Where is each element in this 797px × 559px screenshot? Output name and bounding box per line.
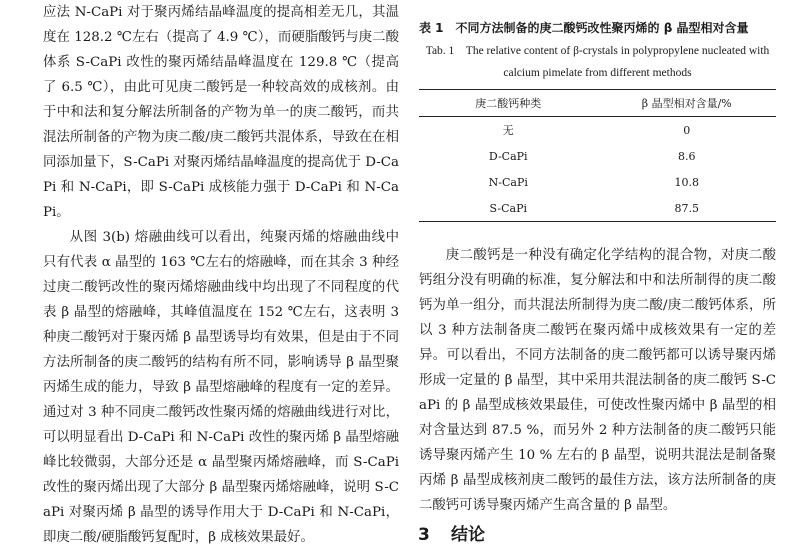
- data-table: [419, 89, 776, 222]
- body-paragraph: 从图 3(b) 熔融曲线可以看出，纯聚丙烯的熔融曲线中只有代表 α 晶型的 163 ℃左右的熔融峰，而在其余 3 种经过庚二酸钙改性的聚丙烯熔融曲线中均出现了不同程度的代表 β 晶型的熔融峰，其峰值温度在 152 ℃左右，这表明 3 种庚二酸钙对于聚丙烯 β 晶型诱导均有效果，但是由于不同方法所制备的庚二酸钙的结构有所不同，影响诱导 β 晶型聚丙烯生成的能力，导致 β 晶型熔融峰的程度有一定的差异。通过对 3 种不同庚二酸钙改性聚丙烯的熔融曲线进行对比，可以明显看出 D-CaPi 和 N-CaPi 改性的聚丙烯 β 晶型熔融峰比较微弱，大部分还是 α 晶型聚丙烯熔融峰，而 S-CaPi 改性的聚丙烯出现了大部分 β 晶型聚丙烯熔融峰，说明 S-CaPi 对聚丙烯 β 晶型的诱导作用大于 D-CaPi 和 N-CaPi，即庚二酸/硬脂酸钙复配时，β 成核效果最好。: [43, 230, 399, 545]
- column-header: β 晶型相对含量/%: [598, 90, 777, 117]
- table-cell: S-CaPi: [419, 195, 598, 222]
- body-paragraph: 应法 N-CaPi 对于聚丙烯结晶峰温度的提高相差无几，其温度在 128.2 ℃左右（提高了 4.9 ℃），而硬脂酸钙与庚二酸体系 S-CaPi 改性的聚丙烯结晶峰温度在 129.8 ℃（提高了 6.5 ℃），由此可见庚二酸钙是一种较高效的成核剂。由于中和法和复分解法所制备的产物为单一的庚二酸钙，而共混法所制备的产物为庚二酸/庚二酸钙共混体系，导致在在相同添加量下，S-CaPi 对聚丙烯结晶峰温度的提高优于 D-CaPi 和 N-CaPi，即 S-CaPi 成核能力强于 D-CaPi 和 N-CaPi。: [43, 5, 399, 220]
- section-number: 3: [418, 525, 430, 545]
- table-row: [419, 143, 776, 169]
- body-paragraph: 庚二酸钙是一种没有确定化学结构的混合物，对庚二酸钙组分没有明确的标准，复分解法和中和法所制得的庚二酸钙为单一组分，而共混法所制得为庚二酸/庚二酸钙体系，所以 3 种方法制备庚二酸钙在聚丙烯中成核效果有一定的差异。可以看出，不同方法制备的庚二酸钙都可以诱导聚丙烯形成一定量的 β 晶型，其中采用共混法制备的庚二酸钙 S-CaPi 的 β 晶型成核效果最佳，可使改性聚丙烯中 β 晶型的相对含量达到 87.5 %，而另外 2 种方法制备的庚二酸钙只能诱导聚丙烯产生 10 % 左右的 β 晶型，说明共混法是制备聚丙烯 β 晶型成核剂庚二酸钙的最佳方法，该方法所制备的庚二酸钙可诱导聚丙烯产生高含量的 β 晶型。: [419, 248, 776, 513]
- table-cell: N-CaPi: [488, 175, 528, 189]
- table-row: [419, 169, 776, 195]
- column-header: 庚二酸钙种类: [419, 90, 598, 117]
- table-cell: 8.6: [678, 149, 696, 163]
- left-column: [43, 0, 399, 550]
- table-cell: 无: [502, 124, 514, 137]
- table-row: [419, 195, 776, 222]
- table-header-row: [419, 90, 776, 117]
- table-caption-cn: 表 1 不同方法制备的庚二酸钙改性聚丙烯的 β 晶型相对含量: [419, 21, 749, 35]
- table-cell: 0: [683, 123, 691, 137]
- section-title: 结论: [451, 525, 485, 545]
- table-cell: 87.5: [598, 195, 777, 222]
- table-cell: D-CaPi: [488, 149, 528, 163]
- table-cell: 10.8: [674, 175, 699, 189]
- section-heading: [418, 522, 485, 548]
- table-row: [419, 117, 776, 144]
- right-column: [419, 0, 776, 518]
- table-caption-en: Tab. 1 The relative content of β-crystals in polypropylene nucleated with calcium pimelate from different methods: [425, 45, 770, 79]
